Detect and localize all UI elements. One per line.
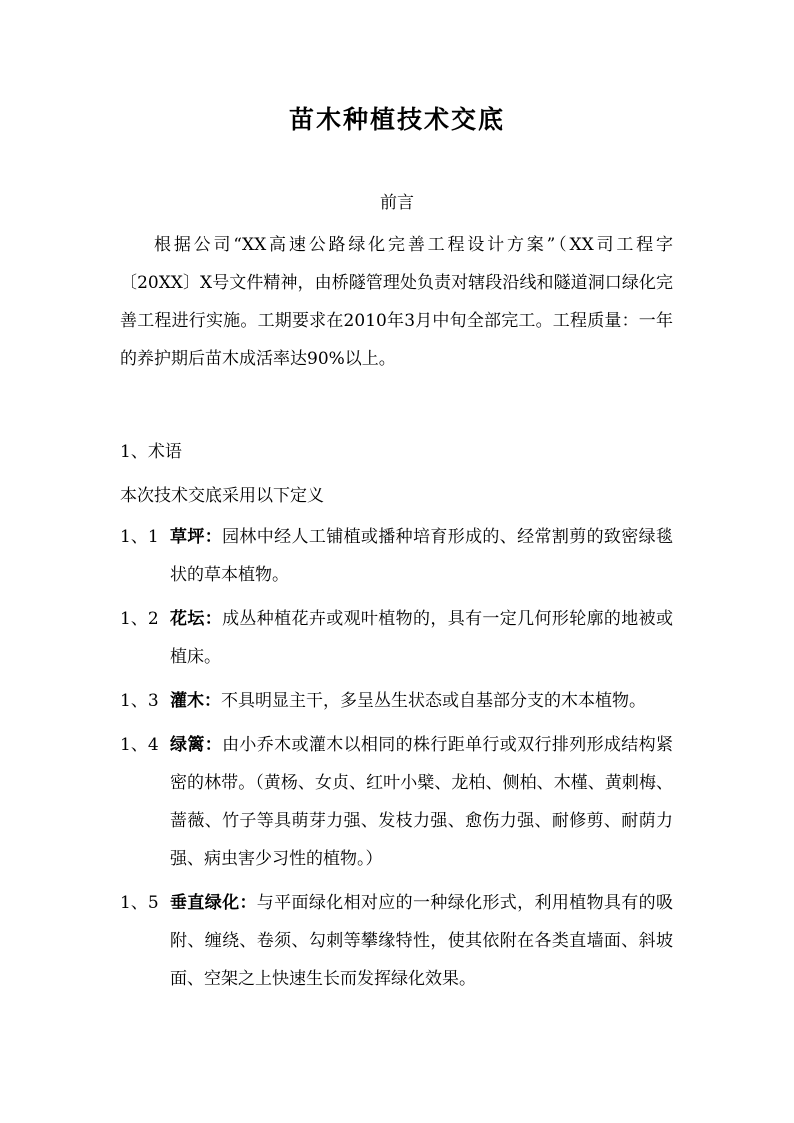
term-number: 1、3 [120, 691, 159, 711]
term-number: 1、2 [120, 609, 159, 629]
term-item [120, 682, 673, 720]
term-separator: ： [239, 893, 257, 913]
term-number: 1、4 [120, 735, 159, 755]
document-title: 苗木种植技术交底 [288, 105, 505, 134]
term-definition: 园林中经人工铺植或播种培育形成的、经常割剪的致密绿毯状的草本植物。 [170, 527, 674, 585]
preface-paragraph: 根据公司“XX高速公路绿化完善工程设计方案”（XX司工程字〔20XX〕X号文件精神，由桥隧管理处负责对辖段沿线和隧道洞口绿化完善工程进行实施。工期要求在2010年3月中旬全部完工。工程质量：一年的养护期后苗木成活率达90%以上。 [120, 235, 673, 369]
term-name: 灌木 [170, 691, 204, 711]
term-separator: ： [204, 527, 223, 547]
term-number: 1、1 [120, 527, 159, 547]
term-number: 1、5 [120, 893, 159, 913]
term-item [120, 726, 673, 878]
preface-heading: 前言 [380, 193, 414, 213]
term-separator: ： [204, 735, 223, 755]
term-item [120, 600, 673, 676]
term-definition: 与平面绿化相对应的一种绿化形式，利用植物具有的吸附、缠绕、卷须、勾刺等攀缘特性，使其依附在各类直墙面、斜坡面、空架之上快速生长而发挥绿化效果。 [170, 893, 674, 989]
term-item [120, 518, 673, 594]
term-name: 垂直绿化 [170, 893, 240, 913]
term-definition: 由小乔木或灌木以相同的株行距单行或双行排列形成结构紧密的林带。（黄杨、女贞、红叶小檗、龙柏、侧柏、木槿、黄刺梅、蔷薇、竹子等具萌芽力强、发枝力强、愈伤力强、耐修剪、耐荫力强、病虫害少习性的植物。） [170, 735, 674, 869]
term-name: 草坪 [170, 527, 205, 547]
term-definition: 成丛种植花卉或观叶植物的，具有一定几何形轮廓的地被或植床。 [170, 609, 674, 667]
section-heading-terms: 1、术语 [120, 442, 182, 462]
term-definition: 不具明显主干，多呈丛生状态或自基部分支的木本植物。 [221, 691, 646, 711]
term-separator: ： [204, 609, 223, 629]
term-name: 绿篱 [170, 735, 205, 755]
term-name: 花坛 [170, 609, 205, 629]
section-intro: 本次技术交底采用以下定义 [120, 486, 324, 506]
term-item [120, 884, 673, 998]
term-separator: ： [204, 691, 221, 711]
terms-list [120, 518, 673, 1004]
